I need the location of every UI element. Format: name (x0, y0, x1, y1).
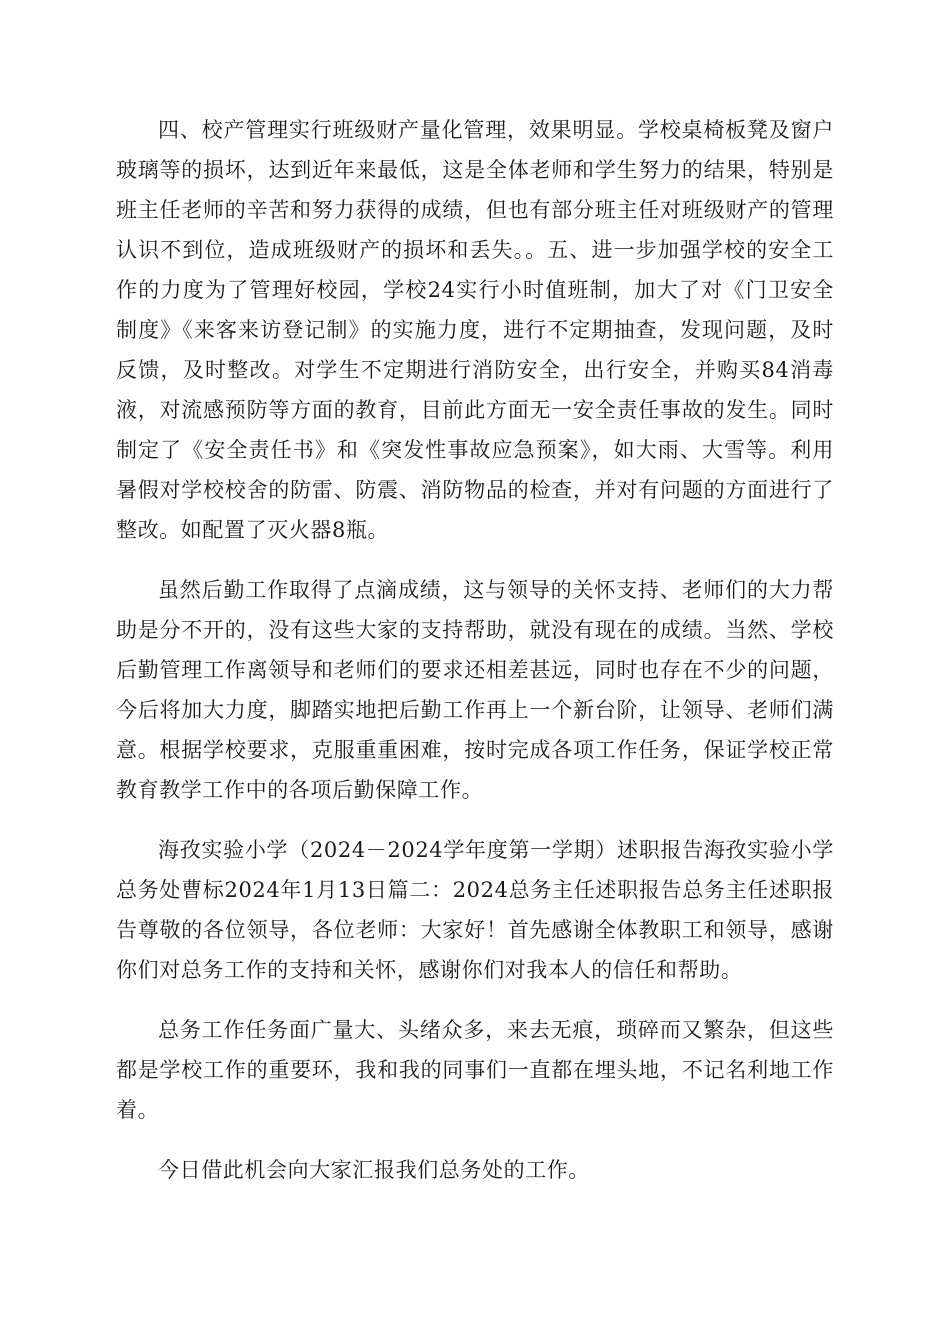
paragraph-report-intro: 今日借此机会向大家汇报我们总务处的工作。 (158, 1158, 590, 1182)
paragraph-campus-property-safety: 四、校产管理实行班级财产量化管理，效果明显。学校桌椅板凳及窗户玻璃等的损坏，达到近年来最低，这是全体老师和学生努力的结果，特别是班主任老师的辛苦和努力获得的成绩，但也有部分班主任对班级财产的管理认识不到位，造成班级财产的损坏和丢失。。五、进一步加强学校的安全工作的力度为了管理好校园，学校24实行小时值班制，加大了对《门卫安全制度》《来客来访登记制》的实施力度，进行不定期抽查，发现问题，及时反馈，及时整改。对学生不定期进行消防安全，出行安全，并购买84消毒液，对流感预防等方面的教育，目前此方面无一安全责任事故的发生。同时制定了《安全责任书》和《突发性事故应急预案》，如大雨、大雪等。利用暑假对学校校舍的防雷、防震、消防物品的检查，并对有问题的方面进行了整改。如配置了灭火器8瓶。 (116, 118, 834, 542)
paragraph-report-heading: 海孜实验小学（2024－2024学年度第一学期）述职报告海孜实验小学总务处曹标2024年1月13日篇二：2024总务主任述职报告总务主任述职报告尊敬的各位领导，各位老师：大家好！首先感谢全体教职工和领导，感谢你们对总务工作的支持和关怀，感谢你们对我本人的信任和帮助。 (116, 838, 834, 982)
paragraph-logistics-summary: 虽然后勤工作取得了点滴成绩，这与领导的关怀支持、老师们的大力帮助是分不开的，没有这些大家的支持帮助，就没有现在的成绩。当然、学校后勤管理工作离领导和老师们的要求还相差甚远，同时也存在不少的问题，今后将加大力度，脚踏实地把后勤工作再上一个新台阶，让领导、老师们满意。根据学校要求，克服重重困难，按时完成各项工作任务，保证学校正常教育教学工作中的各项后勤保障工作。 (116, 578, 834, 802)
document-page (116, 110, 834, 1210)
paragraph-general-affairs: 总务工作任务面广量大、头绪众多，来去无痕，琐碎而又繁杂，但这些都是学校工作的重要环，我和我的同事们一直都在埋头地，不记名利地工作着。 (116, 1018, 834, 1122)
